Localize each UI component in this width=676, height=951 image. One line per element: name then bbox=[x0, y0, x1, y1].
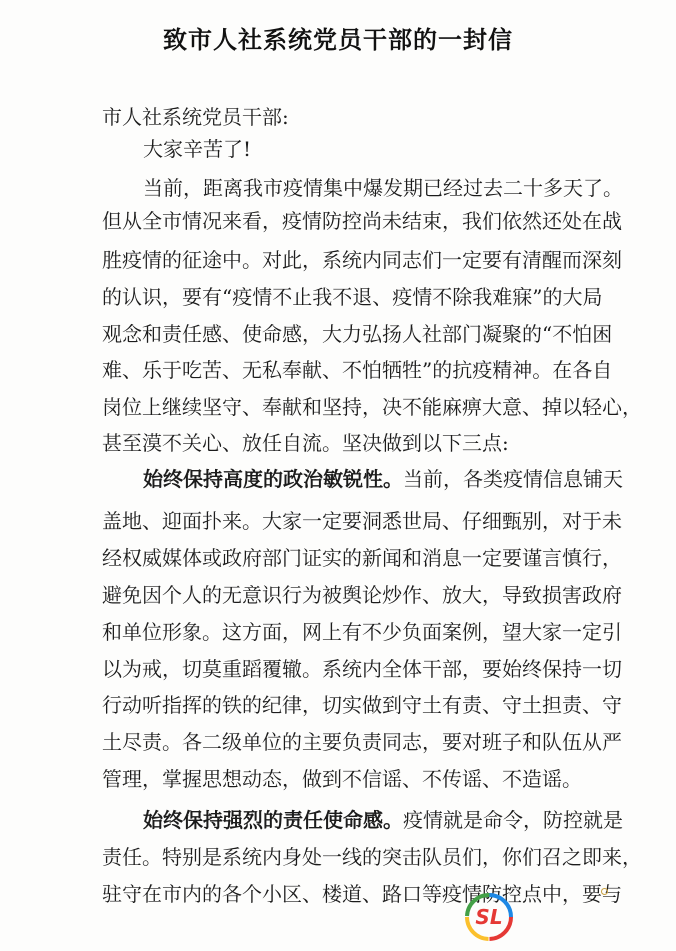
body-text: 观念和责任感、使命感，大力弘扬人社部门凝聚的“不怕困 bbox=[102, 322, 613, 346]
body-text: 但从全市情况来看，疫情防控尚未结束，我们依然还处在战 bbox=[102, 209, 622, 233]
body-text: 盖地、迎面扑来。大家一定要洞悉世局、仔细甄别，对于未 bbox=[102, 509, 622, 533]
section-heading: 始终保持强烈的责任使命感。 bbox=[143, 808, 403, 832]
body-line bbox=[102, 509, 622, 533]
body-line bbox=[143, 176, 623, 200]
body-line bbox=[102, 583, 622, 607]
body-text: 甚至漠不关心、放任自流。坚决做到以下三点: bbox=[102, 431, 509, 455]
body-text: 的认识，要有“疫情不止我不退、疫情不除我难寐”的大局 bbox=[102, 285, 603, 309]
body-text: 和单位形象。这方面，网上有不少负面案例，望大家一定引 bbox=[102, 620, 622, 644]
body-line bbox=[102, 845, 642, 869]
body-text: 当前，距离我市疫情集中爆发期已经过去二十多天了。 bbox=[143, 176, 623, 200]
body-text: 胜疫情的征途中。对此，系统内同志们一定要有清醒而深刻 bbox=[102, 248, 622, 272]
body-text: 土尽责。各二级单位的主要负责同志，要对班子和队伍从严 bbox=[102, 730, 622, 754]
section-heading: 始终保持高度的政治敏锐性。 bbox=[143, 467, 403, 491]
body-text: 当前，各类疫情信息铺天 bbox=[403, 467, 623, 491]
body-line bbox=[143, 137, 251, 161]
body-line bbox=[102, 431, 509, 455]
body-text: 避免因个人的无意识行为被舆论炒作、放大，导致损害政府 bbox=[102, 583, 622, 607]
scan-speck bbox=[601, 888, 608, 895]
body-line bbox=[102, 395, 642, 419]
body-text: 行动听指挥的铁的纪律，切实做到守土有责、守土担责、守 bbox=[102, 693, 622, 717]
body-text: 疫情就是命令，防控就是 bbox=[403, 808, 623, 832]
body-line bbox=[102, 620, 622, 644]
body-line bbox=[102, 657, 622, 681]
body-line bbox=[102, 767, 582, 791]
body-text: 难、乐于吃苦、无私奉献、不怕牺牲”的抗疫精神。在各自 bbox=[102, 358, 613, 382]
body-line bbox=[102, 285, 602, 309]
body-text: 管理，掌握思想动态，做到不信谣、不传谣、不造谣。 bbox=[102, 767, 582, 791]
body-line bbox=[102, 546, 622, 570]
body-line bbox=[102, 882, 622, 906]
body-line bbox=[102, 730, 622, 754]
body-text: 大家辛苦了! bbox=[143, 137, 252, 161]
site-logo-watermark bbox=[463, 891, 515, 943]
logo-text: SL bbox=[475, 905, 503, 929]
body-line bbox=[143, 808, 623, 832]
body-text: 驻守在市内的各个小区、楼道、路口等疫情防控点中，要与 bbox=[102, 882, 622, 906]
body-line bbox=[102, 248, 622, 272]
letter-title: 致市人社系统党员干部的一封信 bbox=[163, 26, 513, 54]
body-text: 经权威媒体或政府部门证实的新闻和消息一定要谨言慎行， bbox=[102, 546, 622, 570]
body-line bbox=[102, 693, 622, 717]
body-line bbox=[102, 322, 612, 346]
body-line bbox=[102, 358, 612, 382]
body-line bbox=[143, 467, 623, 491]
body-line bbox=[102, 209, 622, 233]
salutation: 市人社系统党员干部: bbox=[102, 105, 289, 129]
body-text: 责任。特别是系统内身处一线的突击队员们，你们召之即来， bbox=[102, 845, 642, 869]
body-text: 以为戒，切莫重蹈覆辙。系统内全体干部，要始终保持一切 bbox=[102, 657, 622, 681]
body-text: 岗位上继续坚守、奉献和坚持，决不能麻痹大意、掉以轻心， bbox=[102, 395, 642, 419]
